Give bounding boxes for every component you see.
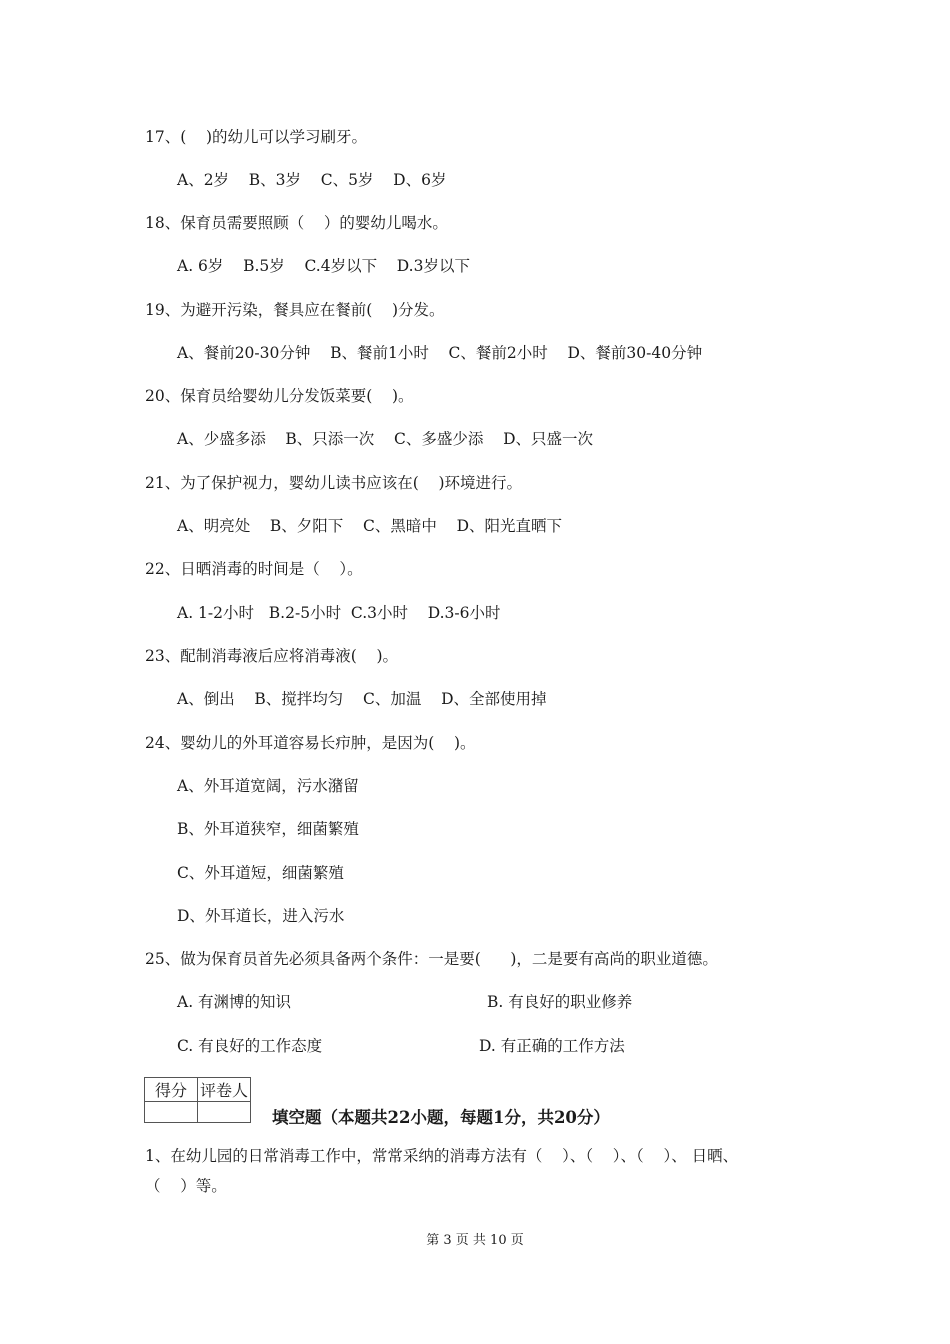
question-19-options: A、餐前20-30分钟 B、餐前1小时 C、餐前2小时 D、餐前30-40分钟 — [177, 344, 703, 362]
question-21: 21、为了保护视力，婴幼儿读书应该在( )环境进行。 — [145, 474, 523, 492]
question-19: 19、为避开污染，餐具应在餐前( )分发。 — [145, 301, 445, 319]
question-20-options: A、少盛多添 B、只添一次 C、多盛少添 D、只盛一次 — [177, 430, 593, 448]
question-22: 22、日晒消毒的时间是（ ）。 — [145, 560, 363, 578]
fill-question-1-line1: 1、在幼儿园的日常消毒工作中，常常采纳的消毒方法有（ ）、（ ）、（ ）、 日晒、 — [145, 1147, 739, 1165]
question-25-option-d: D. 有正确的工作方法 — [479, 1037, 625, 1055]
score-box — [144, 1077, 251, 1123]
question-23-options: A、倒出 B、搅拌均匀 C、加温 D、全部使用掉 — [177, 690, 547, 708]
score-cell — [145, 1102, 198, 1123]
section-title: 填空题（本题共22小题，每题1分，共20分） — [272, 1108, 610, 1127]
question-20: 20、保育员给婴幼儿分发饭菜要( )。 — [145, 387, 414, 405]
question-25-option-a: A. 有渊博的知识 — [177, 993, 292, 1011]
question-21-options: A、明亮处 B、夕阳下 C、黑暗中 D、阳光直晒下 — [177, 517, 562, 535]
question-22-options: A. 1-2小时 B.2-5小时 C.3小时 D.3-6小时 — [177, 604, 501, 622]
grader-cell — [198, 1102, 251, 1123]
fill-question-1-line2: （ ）等。 — [145, 1177, 227, 1195]
question-17-options: A、2岁 B、3岁 C、5岁 D、6岁 — [177, 171, 447, 189]
score-label: 得分 — [145, 1078, 198, 1102]
page-footer: 第 3 页 共 10 页 — [426, 1233, 524, 1248]
question-24-option-b: B、外耳道狭窄，细菌繁殖 — [177, 820, 359, 838]
question-17: 17、( )的幼儿可以学习刷牙。 — [145, 128, 368, 146]
question-23: 23、配制消毒液后应将消毒液( )。 — [145, 647, 399, 665]
grader-label: 评卷人 — [198, 1078, 251, 1102]
question-24-option-c: C、外耳道短，细菌繁殖 — [177, 864, 344, 882]
question-25-option-b: B. 有良好的职业修养 — [487, 993, 633, 1011]
question-25: 25、做为保育员首先必须具备两个条件：一是要( )，二是要有高尚的职业道德。 — [145, 950, 718, 968]
question-24: 24、婴幼儿的外耳道容易长疖肿，是因为( )。 — [145, 734, 476, 752]
question-24-option-d: D、外耳道长，进入污水 — [177, 907, 345, 925]
question-24-option-a: A、外耳道宽阔，污水潴留 — [177, 777, 359, 795]
question-18: 18、保育员需要照顾（ ）的婴幼儿喝水。 — [145, 214, 448, 232]
question-25-option-c: C. 有良好的工作态度 — [177, 1037, 323, 1055]
question-18-options: A. 6岁 B.5岁 C.4岁以下 D.3岁以下 — [177, 257, 470, 275]
